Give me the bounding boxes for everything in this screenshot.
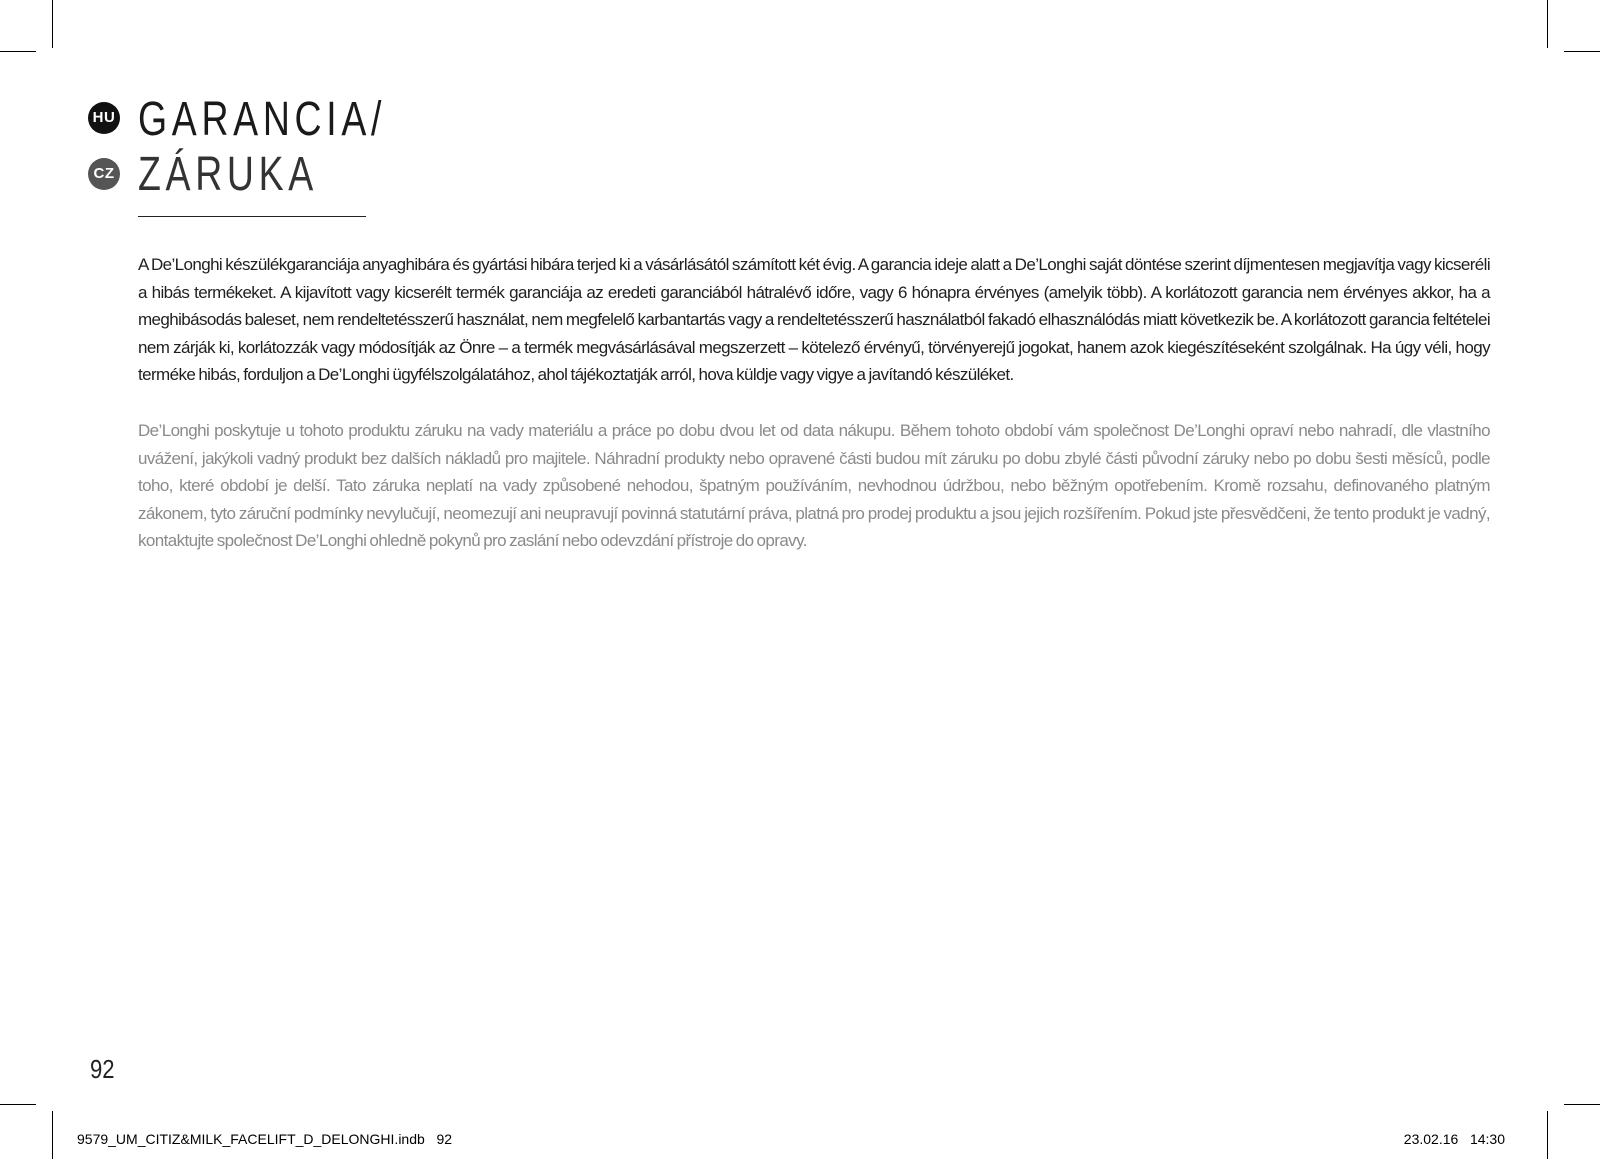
crop-mark-bottom-right-horizontal (1564, 1104, 1600, 1105)
print-slug-filename: 9579_UM_CITIZ&MILK_FACELIFT_D_DELONGHI.indb 92 (77, 1131, 453, 1147)
page-number: 92 (90, 1054, 115, 1084)
warranty-paragraph-hu: A De’Longhi készülékgaranciája anyaghibára és gyártási hibára terjed ki a vásárlásától számított két évig. A garancia ideje alatt a De’Longhi saját döntése szerint díjmentesen megjavítja vagy kicseréli a hibás termékeket. A kijavított vagy kicserélt termék garanciája az eredeti garanciából hátralévő időre, vagy 6 hónapra érvényes (amelyik több). A korlátozott garancia nem érvényes akkor, ha a meghibásodás baleset, nem rendeltetésszerű használat, nem megfelelő karbantartás vagy a rendeltetésszerű használatból fakadó elhasználódás miatt következik be. A korlátozott garancia feltételei nem zárják ki, korlátozzák vagy módosítják az Önre – a termék megvásárlásával megszerzett – kötelező érvényű, törvényerejű jogokat, hanem azok kiegészítéseként szolgálnak. Ha úgy véli, hogy terméke hibás, forduljon a De’Longhi ügyfélszolgálatához, ahol tájékoztatják arról, hova küldje vagy vigye a javítandó készüléket. (138, 255, 1490, 384)
crop-mark-bottom-right-vertical (1547, 1111, 1548, 1159)
print-slug-datetime: 23.02.16 14:30 (1403, 1131, 1505, 1147)
crop-mark-top-left-vertical (52, 0, 53, 48)
page-title-cz: ZÁRUKA (138, 148, 318, 201)
crop-mark-top-right-horizontal (1564, 51, 1600, 52)
title-underline (138, 216, 366, 217)
language-badge-hu: HU (88, 102, 120, 134)
page-title-hu: GARANCIA/ (138, 93, 387, 146)
warranty-paragraph-cz: De’Longhi poskytuje u tohoto produktu záruku na vady materiálu a práce po dobu dvou let od data nákupu. Během tohoto období vám společnost De’Longhi opraví nebo nahradí, dle vlastního uvážení, jakýkoli vadný produkt bez dalších nákladů pro majitele. Náhradní produkty nebo opravené části budou mít záruku po dobu zbylé části původní záruky nebo po dobu šesti měsíců, podle toho, které období je delší. Tato záruka neplatí na vady způsobené nehodou, špatným používáním, nevhodnou údržbou, nebo běžným opotřebením. Kromě rozsahu, definovaného platným zákonem, tyto záruční podmínky nevylučují, neomezují ani neupravují povinná statutární práva, platná pro prodej produktu a jsou jejich rozšířením. Pokud jste přesvědčeni, že tento produkt je vadný, kontaktujte společnost De’Longhi ohledně pokynů pro zaslání nebo odevzdání přístroje do opravy. (138, 421, 1490, 550)
crop-mark-bottom-left-vertical (52, 1111, 53, 1159)
crop-mark-top-left-horizontal (0, 51, 36, 52)
crop-mark-bottom-left-horizontal (0, 1104, 36, 1105)
crop-mark-top-right-vertical (1547, 0, 1548, 48)
language-badge-cz: CZ (88, 158, 120, 190)
